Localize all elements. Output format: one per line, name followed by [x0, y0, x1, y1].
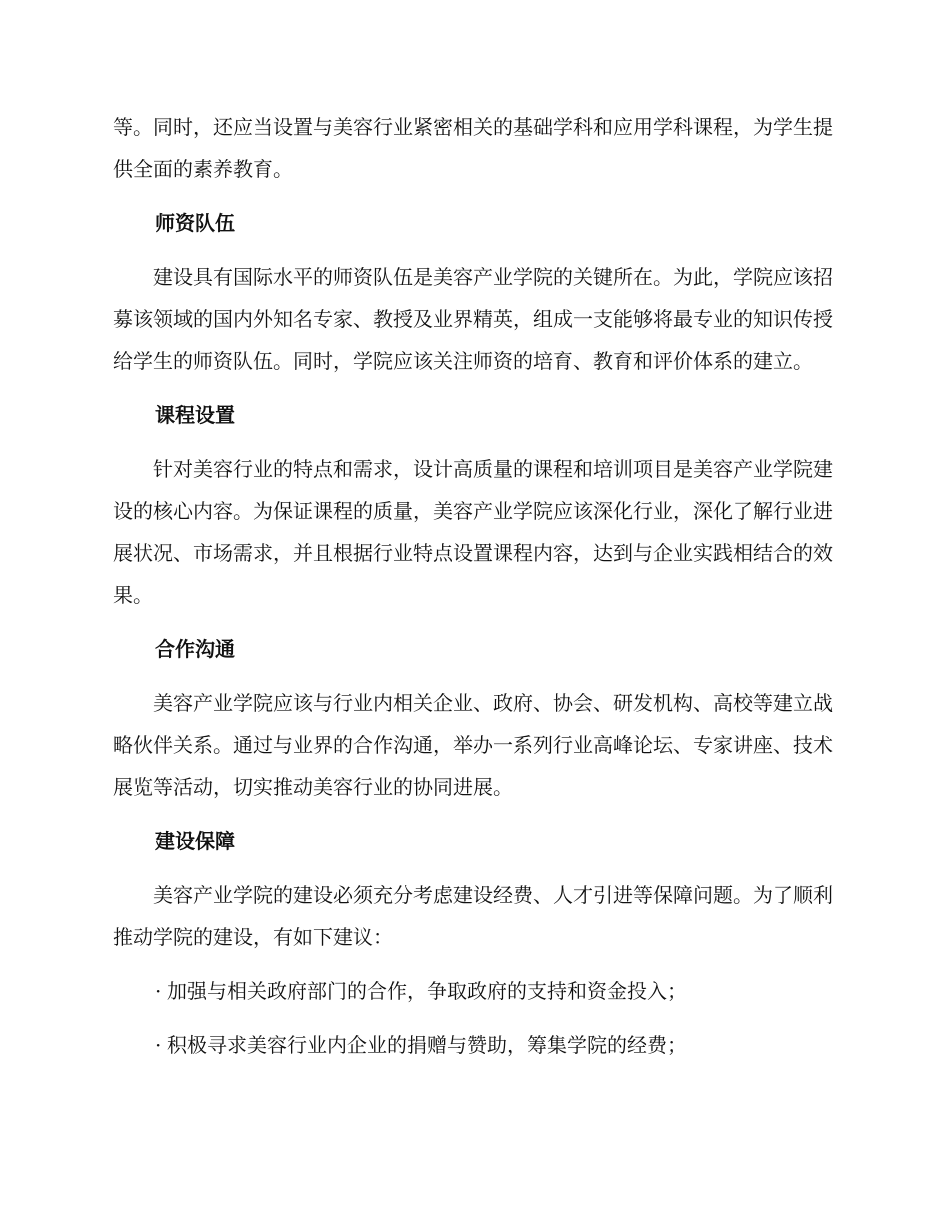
- list-item-text: 积极寻求美容行业内企业的捐赠与赞助，筹集学院的经费；: [167, 1033, 687, 1057]
- section-heading-guarantee: 建设保障: [155, 829, 235, 853]
- section-paragraph-cooperation: 美容产业学院应该与行业内相关企业、政府、协会、研发机构、高校等建立战略伙伴关系。通过与业界的合作沟通，举办一系列行业高峰论坛、专家讲座、技术展览等活动，切实推动美容行业的协同进展。: [113, 691, 833, 799]
- intro-paragraph: 等。同时，还应当设置与美容行业紧密相关的基础学科和应用学科课程，为学生提供全面的素养教育。: [113, 115, 833, 181]
- section-heading-cooperation: 合作沟通: [155, 637, 235, 661]
- section-paragraph-curriculum: 针对美容行业的特点和需求，设计高质量的课程和培训项目是美容产业学院建设的核心内容。为保证课程的质量，美容产业学院应该深化行业，深化了解行业进展状况、市场需求，并且根据行业特点设置课程内容，达到与企业实践相结合的效果。: [113, 457, 833, 607]
- list-item: [113, 1024, 833, 1066]
- section-paragraph-guarantee: 美容产业学院的建设必须充分考虑建设经费、人才引进等保障问题。为了顺利推动学院的建设，有如下建议：: [113, 883, 833, 949]
- section-heading-curriculum: 课程设置: [155, 403, 235, 427]
- document-body: [113, 106, 833, 1078]
- bullet-marker: ·: [155, 979, 162, 1003]
- section-heading-faculty: 师资队伍: [155, 211, 235, 235]
- list-item: [113, 970, 833, 1012]
- bullet-marker: ·: [155, 1033, 162, 1057]
- list-item-text: 加强与相关政府部门的合作，争取政府的支持和资金投入；: [167, 979, 687, 1003]
- section-paragraph-faculty: 建设具有国际水平的师资队伍是美容产业学院的关键所在。为此，学院应该招募该领域的国内外知名专家、教授及业界精英，组成一支能够将最专业的知识传授给学生的师资队伍。同时，学院应该关注师资的培育、教育和评价体系的建立。: [113, 265, 833, 373]
